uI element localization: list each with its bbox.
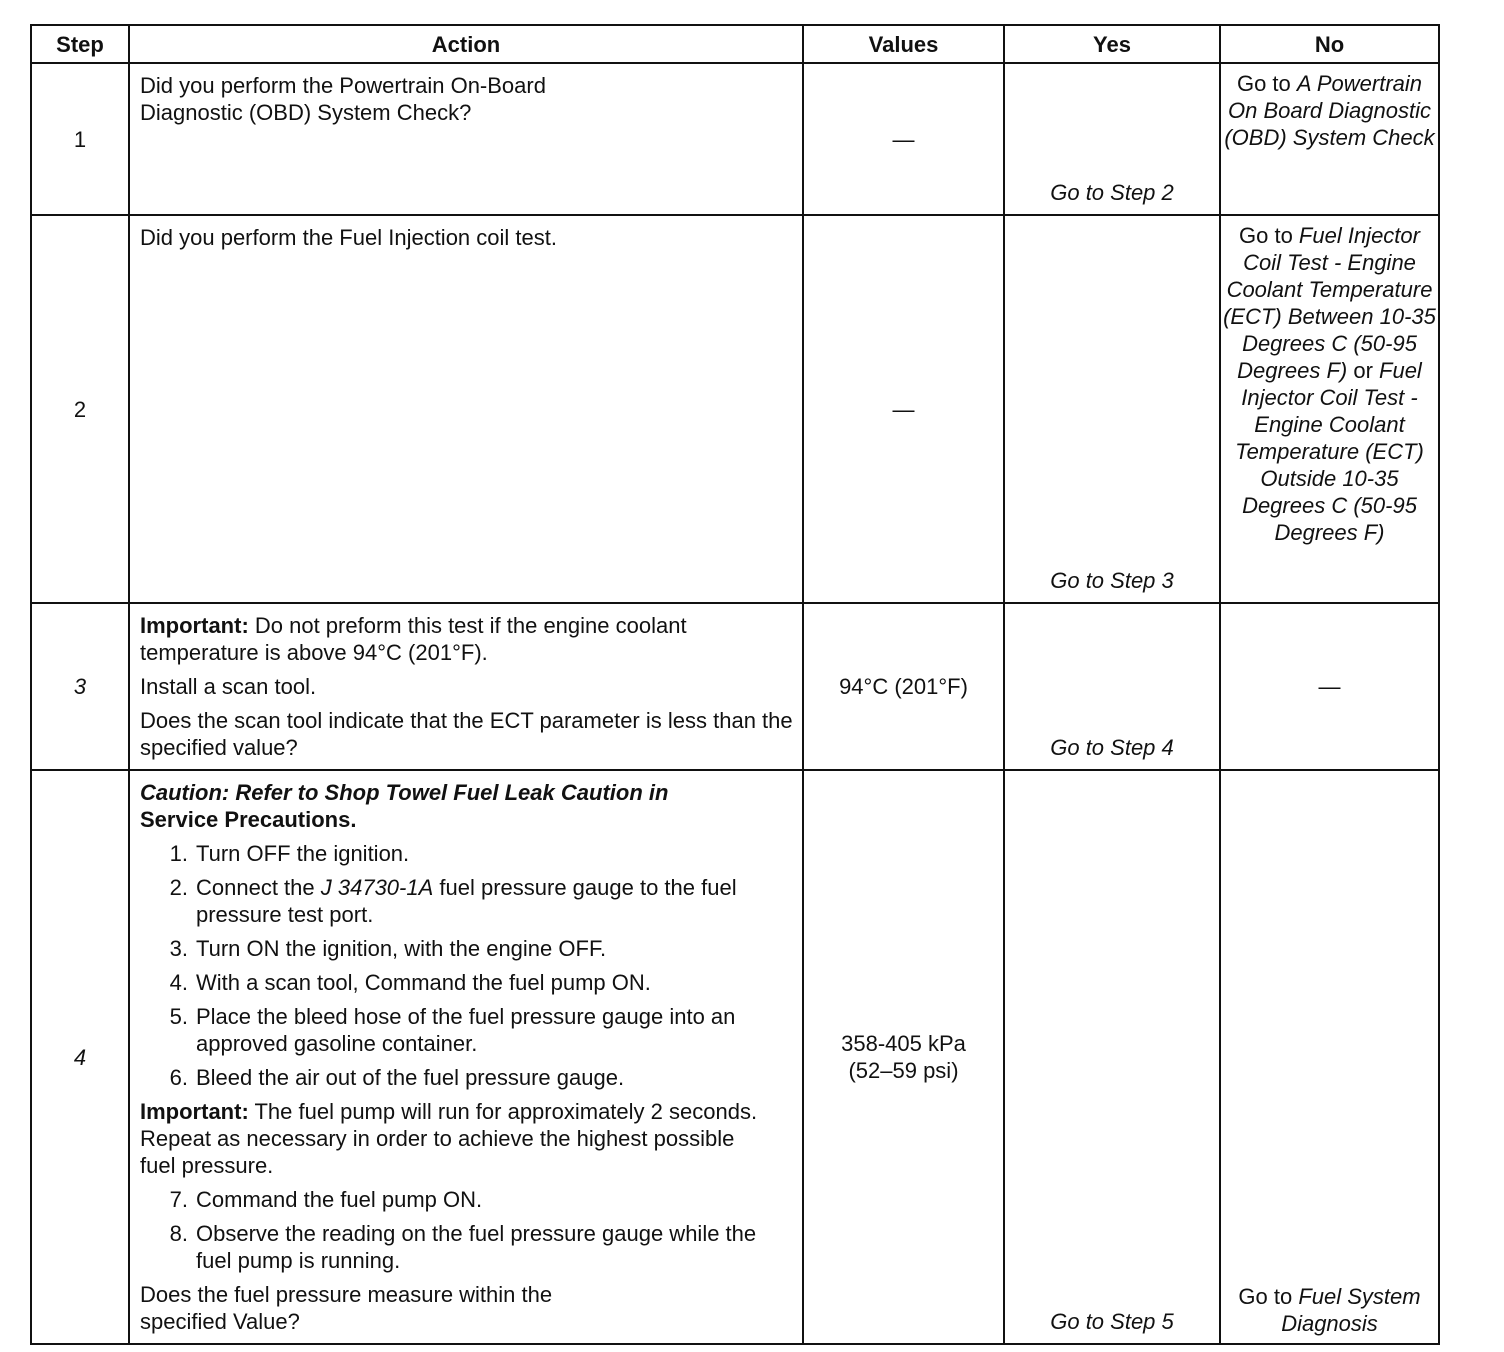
important-label: Important: (140, 613, 249, 638)
header-action: Action (129, 25, 803, 63)
list-item: 3. Turn ON the ignition, with the engine OFF. (169, 936, 607, 961)
diagnostic-table (30, 24, 1440, 1345)
header-no: No (1220, 25, 1439, 63)
important-text: Do not preform this test if the engine coolant temperature is above 94°C (201°F). (140, 613, 687, 665)
yes-link[interactable]: Go to Step 5 (1004, 770, 1220, 1344)
tool-number: J 34730-1A (320, 875, 434, 900)
list-item: 6. Bleed the air out of the fuel pressure gauge. (169, 1065, 625, 1090)
no-cell: — (1220, 603, 1439, 770)
caution-tail: Service Precautions. (140, 807, 357, 832)
procedure-list-b (140, 1186, 794, 1274)
no-link-text[interactable]: Fuel System Diagnosis (1281, 1284, 1421, 1336)
important-label: Important: (140, 1099, 249, 1124)
no-link-text[interactable]: A Powertrain On Board Diagnostic (OBD) System Check (1224, 71, 1435, 150)
action-text: Did you perform the Fuel Injection coil test. (140, 225, 557, 250)
header-values: Values (803, 25, 1004, 63)
value-cell: 94°C (201°F) (803, 603, 1004, 770)
action-cell (129, 215, 803, 603)
yes-link[interactable]: Go to Step 2 (1004, 63, 1220, 215)
yes-link[interactable]: Go to Step 4 (1004, 603, 1220, 770)
action-text: Did you perform the Powertrain On-Board Diagnostic (OBD) System Check? (140, 73, 546, 125)
important-note (140, 612, 794, 666)
list-item: 1. Turn OFF the ignition. (169, 841, 410, 866)
no-link-text-2[interactable]: Fuel Injector Coil Test - Engine Coolant Temperature (ECT) Outside 10-35 Degrees C (50-95 Degrees F) (1235, 358, 1424, 545)
no-link[interactable] (1220, 770, 1439, 1344)
action-cell (129, 603, 803, 770)
table-row (31, 215, 1439, 603)
no-or: or (1347, 358, 1380, 383)
no-link-text[interactable]: Fuel Injector Coil Test - Engine Coolant Temperature (ECT) Between 10-35 Degrees C (50-95 Degrees F) (1223, 223, 1436, 383)
caution-text: Caution: Refer to Shop Towel Fuel Leak Caution in (140, 780, 669, 805)
step-number: 3 (31, 603, 129, 770)
no-prefix: Go to (1238, 1284, 1299, 1309)
list-item: 8. Observe the reading on the fuel pressure gauge while the fuel pump is running. (169, 1221, 757, 1273)
procedure-list-a (140, 840, 794, 1091)
list-item: 2. Connect the J 34730-1A fuel pressure gauge to the fuel pressure test port. (169, 875, 737, 927)
question-text: Does the fuel pressure measure within the specified Value? (140, 1282, 553, 1334)
list-item: 5. Place the bleed hose of the fuel pressure gauge into an approved gasoline container. (169, 1004, 736, 1056)
question-text: Does the scan tool indicate that the ECT parameter is less than the specified value? (140, 708, 793, 760)
action-cell (129, 63, 803, 215)
step-number: 1 (31, 63, 129, 215)
important-note (140, 1098, 770, 1179)
value-psi: (52–59 psi) (848, 1058, 959, 1083)
no-link[interactable] (1220, 215, 1439, 603)
caution-note (140, 779, 794, 833)
no-prefix: Go to (1236, 71, 1297, 96)
instruction-text: Install a scan tool. (140, 674, 317, 699)
header-yes: Yes (1004, 25, 1220, 63)
step-number: 2 (31, 215, 129, 603)
value-cell: — (803, 215, 1004, 603)
table-row (31, 63, 1439, 215)
action-cell (129, 770, 803, 1344)
important-text: The fuel pump will run for approximately 2 seconds. Repeat as necessary in order to achieve the highest possible fuel pressure. (140, 1099, 758, 1178)
step-number: 4 (31, 770, 129, 1344)
value-cell: — (803, 63, 1004, 215)
no-prefix: Go to (1239, 223, 1299, 248)
table-header-row (31, 25, 1439, 63)
yes-link[interactable]: Go to Step 3 (1004, 215, 1220, 603)
table-row (31, 603, 1439, 770)
table-row (31, 770, 1439, 1344)
list-item: 7. Command the fuel pump ON. (169, 1187, 483, 1212)
value-cell (803, 770, 1004, 1344)
header-step: Step (31, 25, 129, 63)
list-item: 4. With a scan tool, Command the fuel pump ON. (169, 970, 651, 995)
value-kpa: 358-405 kPa (841, 1031, 966, 1056)
no-link[interactable] (1220, 63, 1439, 215)
